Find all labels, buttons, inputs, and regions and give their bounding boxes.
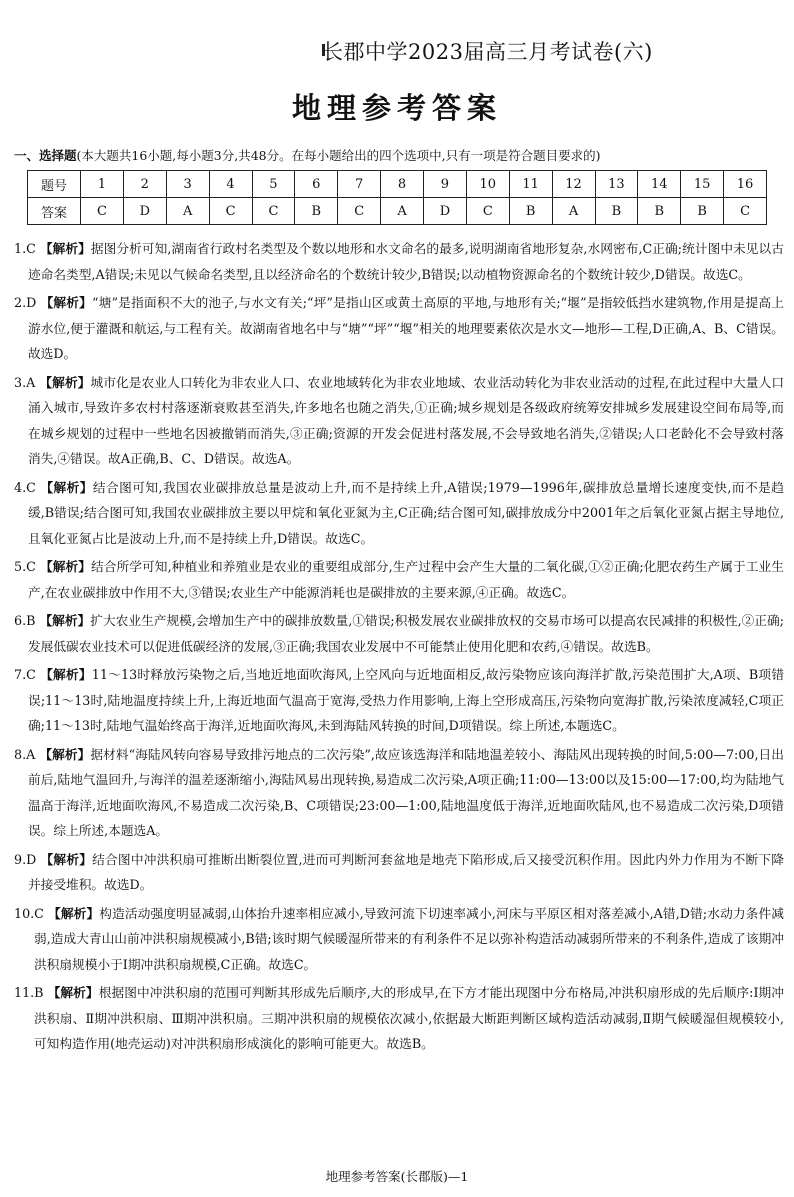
item-text: 结合所学可知,种植业和养殖业是农业的重要组成部分,生产过程中会产生大量的二氧化碳,①②正确;化肥农药生产属于工业生产,在农业碳排放中作用不大,③错误;农业生产中能源消耗也是碳排放的主要来源,④正确。故选C。 (28, 559, 784, 600)
item-number: 9.D (14, 851, 37, 867)
item-number: 1.C (14, 241, 36, 256)
item-number: 2.D (14, 295, 37, 310)
question-number-cell: 10 (466, 171, 509, 198)
item-number: 3.A (14, 374, 36, 390)
section-heading (14, 146, 600, 164)
explanation-item (14, 370, 784, 472)
question-number-cell: 11 (509, 171, 552, 198)
answer-row (28, 198, 767, 225)
item-text: 扩大农业生产规模,会增加生产中的碳排放数量,①错误;积极发展农业碳排放权的交易市场可以提高农民减排的积极性,②正确;发展低碳农业技术可以促进低碳经济的发展,③正确;我国农业发展中不可能禁止使用化肥和农药,④错误。故选B。 (28, 613, 784, 654)
item-text: 城市化是农业人口转化为非农业人口、农业地域转化为非农业地域、农业活动转化为非农业活动的过程,在此过程中大量人口涌入城市,导致许多农村村落逐渐衰败甚至消失,许多地名也随之消失,①正确;城乡规划是各级政府统筹安排城乡发展建设空间布局等,而在城乡规划的过程中一些地名因被撤销而消失,③正确;资源的开发会促进村落发展,不会导致地名消失,②错误;人口老龄化不会导致村落消失,④错误。故A正确,B、C、D错误。故选A。 (28, 374, 785, 466)
analysis-tag: 【解析】 (39, 241, 91, 256)
answer-cell: A (381, 198, 424, 225)
question-number-cell: 2 (123, 171, 166, 198)
explanation-item (14, 662, 784, 739)
analysis-tag: 【解析】 (40, 851, 93, 867)
analysis-tag: 【解析】 (39, 613, 91, 628)
item-number: 10.C (14, 905, 44, 921)
analysis-tag: 【解析】 (39, 559, 91, 574)
answer-cell: D (424, 198, 467, 225)
answer-cell: C (466, 198, 509, 225)
answer-cell: B (595, 198, 638, 225)
question-number-cell: 14 (638, 171, 681, 198)
question-number-cell: 6 (295, 171, 338, 198)
explanation-item (14, 475, 784, 552)
explanation-item (14, 236, 784, 287)
item-text: 构造活动强度明显减弱,山体抬升速率相应减小,导致河流下切速率减小,河床与平原区相对落差减小,A错,D错;水动力条件减弱,造成大青山山前冲洪积扇规模减小,B错;该时期气候暖湿所带来的有利条件不足以弥补构造活动减弱所带来的不利条件,造成了该期冲洪积扇规模小于Ⅰ期冲洪积扇规模,C正确。故选C。 (34, 905, 784, 972)
section-lead: 一、选择题 (14, 148, 77, 163)
explanation-item (14, 742, 784, 844)
item-number: 11.B (14, 985, 44, 1000)
analysis-tag: 【解析】 (39, 374, 91, 390)
answer-cell: C (209, 198, 252, 225)
item-text: 结合图可知,我国农业碳排放总量是波动上升,而不是持续上升,A错误;1979—1996年,碳排放总量增长速度变快,而不是趋缓,B错误;结合图可知,我国农业碳排放主要以甲烷和氧化亚氮为主,C正确;结合图可知,碳排放成分中2001年之后氧化亚氮占据主导地位,且氧化亚氮占比是波动上升,而不是持续上升,D错误。故选C。 (28, 479, 784, 546)
explanation-item (14, 554, 784, 605)
item-number: 4.C (14, 479, 36, 495)
analysis-tag: 【解析】 (47, 985, 99, 1000)
page-footer: 地理参考答案(长郡版)—1 (325, 1169, 469, 1184)
section-note: (本大题共16小题,每小题3分,共48分。在每小题给出的四个选项中,只有一项是符合题目要求的) (76, 148, 601, 163)
row-label: 题号 (28, 171, 81, 198)
answer-cell: A (552, 198, 595, 225)
question-number-cell: 5 (252, 171, 295, 198)
answer-cell: A (166, 198, 209, 225)
analysis-tag: 【解析】 (39, 746, 91, 762)
item-text: 11～13时释放污染物之后,当地近地面吹海风,上空风向与近地面相反,故污染物应该向海洋扩散,污染范围扩大,A项、B项错误;11～13时,陆地温度持续上升,上海近地面气温高于宽海,受热力作用影响,上海上空形成高压,污染物向宽海扩散,污染浓度减轻,C项正确;11～13时,陆地气温始终高于海洋,近地面吹海风,未到海陆风转换的时间,D项错误。综上所述,本题选C。 (28, 667, 785, 733)
analysis-tag: 【解析】 (48, 905, 100, 921)
answer-cell: B (295, 198, 338, 225)
answer-cell: C (724, 198, 767, 225)
item-number: 8.A (14, 746, 36, 762)
item-text: 据图分析可知,湖南省行政村名类型及个数以地形和水文命名的最多,说明湖南省地形复杂,水网密布,C正确;统计图中未见以古迹命名类型,A错误;未见以气候命名类型,且以经济命名的个数统计较少,B错误;以动植物资源命名的个数统计较少,D错误。故选C。 (28, 241, 784, 282)
page-title: 地理参考答案 (291, 91, 502, 125)
analysis-tag: 【解析】 (40, 479, 93, 495)
answer-cell: C (81, 198, 124, 225)
answer-cell: C (252, 198, 295, 225)
question-number-cell: 8 (381, 171, 424, 198)
explanation-item (14, 847, 784, 898)
item-text: 据材料“海陆风转向容易导致排污地点的二次污染”,故应该选海洋和陆地温差较小、海陆风出现转换的时间,5:00—7:00,日出前后,陆地气温回升,与海洋的温差逐渐缩小,海陆风易出现转换,易造成二次污染,A项正确;11:00—13:00以及15:00—17:00,均为陆地气温高于海洋,近地面吹海风,不易造成二次污染,B、C项错误;23:00—1:00,陆地温度低于海洋,近地面吹陆风,也不易造成二次污染,D项错误。综上所述,本题选A。 (28, 746, 784, 838)
row-label: 答案 (28, 198, 81, 225)
answer-table (27, 170, 767, 225)
answer-cell: B (638, 198, 681, 225)
item-text: “塘”是指面积不大的池子,与水文有关;“坪”是指山区或黄土高原的平地,与地形有关;“堰”是指较低挡水建筑物,作用是提高上游水位,便于灌溉和航运,与工程有关。故湖南省地名中与“塘”“坪”“堰”相关的地理要素依次是水文—地形—工程,D正确,A、B、C错误。故选D。 (28, 295, 784, 361)
item-text: 结合图中冲洪积扇可推断出断裂位置,进而可判断河套盆地是地壳下陷形成,后又接受沉积作用。因此内外力作用为不断下降并接受堆积。故选D。 (28, 851, 784, 892)
question-number-cell: 1 (81, 171, 124, 198)
question-number-cell: 16 (724, 171, 767, 198)
analysis-tag: 【解析】 (40, 667, 92, 682)
question-number-cell: 12 (552, 171, 595, 198)
item-number: 6.B (14, 613, 36, 628)
answer-cell: D (123, 198, 166, 225)
explanation-item (14, 901, 784, 978)
explanation-item (14, 980, 784, 1057)
question-number-cell: 3 (166, 171, 209, 198)
question-number-cell: 4 (209, 171, 252, 198)
question-number-cell: 13 (595, 171, 638, 198)
question-number-row (28, 171, 767, 198)
item-text: 根据图中冲洪积扇的范围可判断其形成先后顺序,大的形成早,在下方才能出现图中分布格局,冲洪积扇形成的先后顺序:Ⅰ期冲洪积扇、Ⅱ期冲洪积扇、Ⅲ期冲洪积扇。三期冲洪积扇的规模依次减小,依据最大断距判断区域构造活动减弱,Ⅱ期气候暖湿但规模较小,可知构造作用(地壳运动)对冲洪积扇形成演化的影响可能更大。故选B。 (34, 985, 784, 1051)
answer-cell: B (509, 198, 552, 225)
question-number-cell: 9 (424, 171, 467, 198)
answer-cell: B (681, 198, 724, 225)
item-number: 7.C (14, 667, 36, 682)
exam-title: 长郡中学2023届高三月考试卷(六) (322, 40, 653, 64)
answer-cell: C (338, 198, 381, 225)
question-number-cell: 15 (681, 171, 724, 198)
item-number: 5.C (14, 559, 36, 574)
explanation-item (14, 290, 784, 367)
explanation-list (14, 236, 784, 1060)
question-number-cell: 7 (338, 171, 381, 198)
analysis-tag: 【解析】 (40, 295, 93, 310)
explanation-item (14, 608, 784, 659)
